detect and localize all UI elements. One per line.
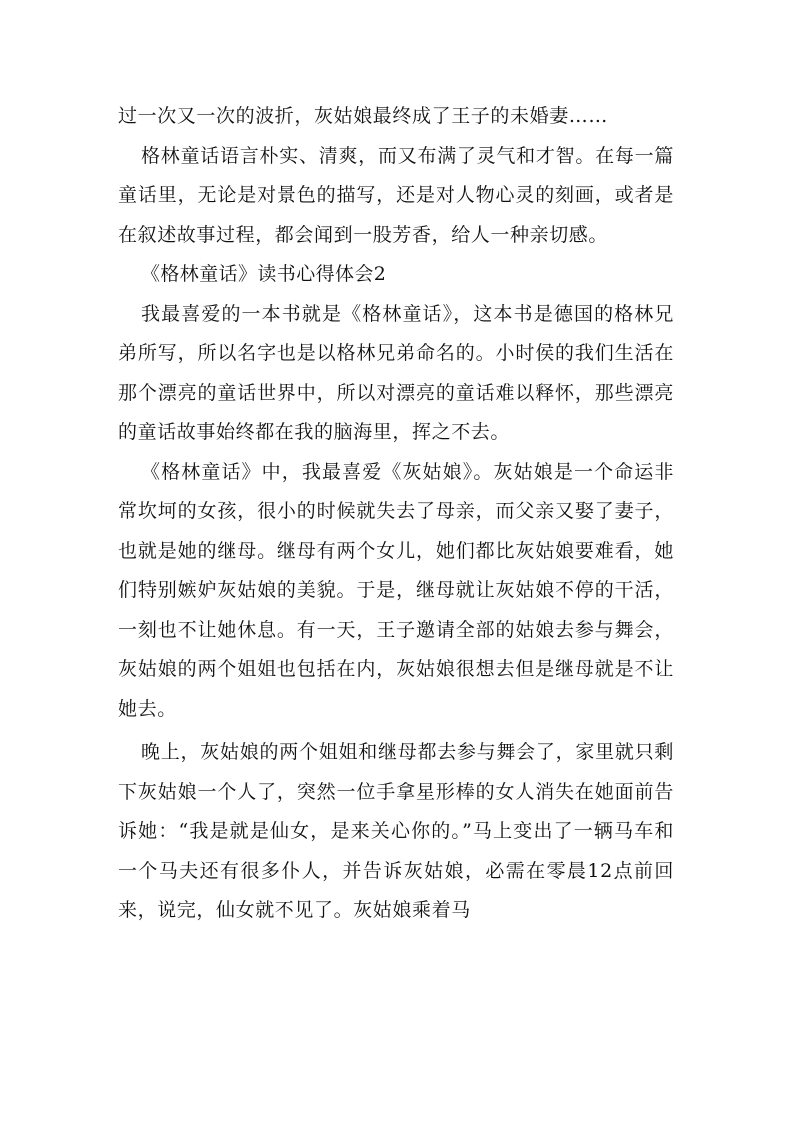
paragraph-grimm-language: 格林童话语言朴实、清爽，而又布满了灵气和才智。在每一篇童话里，无论是对景色的描写，还是对人物心灵的刻画，或者是在叙述故事过程，都会闻到一股芳香，给人一种亲切感。 <box>118 144 674 246</box>
paragraph-favorite-book: 我最喜爱的一本书就是《格林童话》，这本书是德国的格林兄弟所写，所以名字也是以格林兄弟命名的。小时侯的我们生活在那个漂亮的童话世界中，所以对漂亮的童话难以释怀，那些漂亮的童话故事始终都在我的脑海里，挥之不去。 <box>118 302 674 443</box>
document-body <box>118 97 674 931</box>
paragraph-cinderella-story: 《格林童话》中，我最喜爱《灰姑娘》。灰姑娘是一个命运非常坎坷的女孩，很小的时候就失去了母亲，而父亲又娶了妻子，也就是她的继母。继母有两个女儿，她们都比灰姑娘要难看，她们特别嫉妒灰姑娘的美貌。于是，继母就让灰姑娘不停的干活，一刻也不让她休息。有一天，王子邀请全部的姑娘去参与舞会，灰姑娘的两个姐姐也包括在内，灰姑娘很想去但是继母就是不让她去。 <box>118 460 674 720</box>
section-heading: 《格林童话》读书心得体会2 <box>141 263 387 285</box>
paragraph-continuation: 过一次又一次的波折，灰姑娘最终成了王子的未婚妻…… <box>118 105 609 127</box>
paragraph-fairy-godmother: 晚上，灰姑娘的两个姐姐和继母都去参与舞会了，家里就只剩下灰姑娘一个人了，突然一位手拿星形棒的女人消失在她面前告诉她：“我是就是仙女，是来关心你的。”马上变出了一辆马车和一个马夫还有很多仆人，并告诉灰姑娘，必需在零晨12点前回来，说完，仙女就不见了。灰姑娘乘着马 <box>118 741 674 921</box>
